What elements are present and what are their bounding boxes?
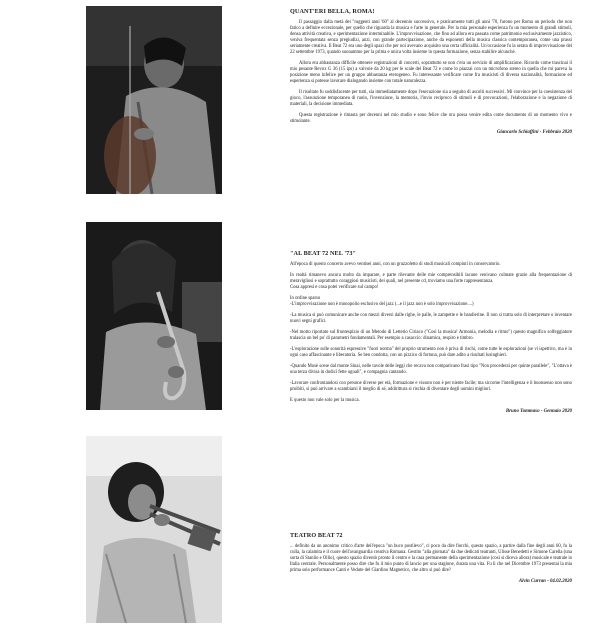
- paragraph: -Nel motto riportato sul frontespizio di un Metodo di Letterio Ciriaco ("Così la musica! Armonia, melodia e ritmo") questo magnifico solfeggiatore tralascia un bel po' di parametri fondamentali. Per esempio a casaccio: dinamica, respiro e timbro.: [290, 330, 572, 341]
- photo-double-bass-player: [86, 6, 222, 194]
- paragraph: -La musica si può comunicare anche con mezzi diversi dalle righe, le palle, le zampette e le bandierine. Il non si tratta solo di interpretare o inventare nuovi segni grafici.: [290, 313, 572, 324]
- paragraph: -L'improvvisazione non è monopolio esclusivo del jazz (...e il jazz non è solo improvvisazione....): [290, 302, 474, 307]
- paragraph: Cosa appresi e cosa potei verificare sul campo!: [290, 285, 379, 290]
- paragraph: ... definito da un anonimo critico d'arte dell'epoca "un buco postilevo", ci poco da dire fiorchi, questo spazio, a partire dalla fine degli anni 60, fu la culla, la calamita e il cuore dell'avanguardia creativa Romana. Gestito "alla giornata" da due dedicati teatranti, Ulisse Benedetti e Simone Carella (una sorta di Stanlio e Ollio), questo spazio diventò pronto il centro e la casa permanente della sperimentazione (così si diceva allora) musicale e teatrale in Italia centrale. Personalmente posso dire che fu il mio punto di lancio per una stagione, durata una vita. Fu lì che nel Dicembre 1973 presentai la mia prima solo performance Canti e Vedute del Giardino Magnetico, che altro si può dire?: [290, 544, 572, 573]
- paragraph: -Quando Mosè scese dal monte Sinai, nelle tavole delle leggi che recava non comparivano frasi tipo "Non procederai per quinte parallele", "L'ottava è una terza divisa in dodici fette uguali", e compagnia cantando.: [290, 364, 572, 375]
- photo-trombone-player: [86, 436, 222, 623]
- paragraph: Allora era abbastanza difficile ottenere registrazioni di concerti, soprattutto se non c'era un servizio di amplificazione. Ricordo come trascinai il mio pesante Revox G 36 (15 ips) a valvole da 20 kg per le scale del Beat 72 e come lo piazzai con un microfono stereo in quella che mi pareva la posizione meno infelice per un gruppo abbastanza eterogeneo. Fu interessante verificare come fra musicisti di diversa nazionalità, formazione ed esperienza si potesse lavorare dialogando insieme con totale naturalezza.: [290, 61, 572, 84]
- section-al-beat-72: [290, 250, 572, 414]
- section-heading: TEATRO BEAT 72: [290, 532, 343, 539]
- section-quant-eri-bella-roma: [290, 8, 572, 135]
- paragraph: E questo non vale solo per la musica.: [290, 398, 360, 403]
- paragraph: In realtà rimanevo ancora molto da imparare, e parte rilevante delle mie comprensibili lacune venivano colmate grazie alla frequentazione di meravigliosi e soprattutto coraggiosi musicisti, dei quali, nel presente cd, troviamo una forte rappresentanza.: [290, 273, 572, 284]
- photo-saxophone-player: [86, 222, 222, 410]
- paragraph: In ordine sparso: [290, 296, 321, 301]
- section-heading: "AL BEAT 72 NEL '73": [290, 250, 357, 257]
- signature: Giancarlo Schiaffini - Febbraio 2020: [496, 130, 572, 135]
- signature: Alvin Curran - 04.02.2020: [518, 579, 572, 584]
- paragraph: -Lavorare confrontandosi con persone diverse per età, formazione e vissuto non è per niente facile; ma siccome l'intelligenza e il buonsenso non sono proibiti, si può arrivare a scambiarsi il meglio di sé, addirittura si rischia di diventare degli uomini migliori.: [290, 381, 572, 392]
- section-heading: QUANT'ERI BELLA, ROMA!: [290, 8, 375, 15]
- paragraph: Il passaggio dalla metà dei "ruggenti anni '60" al decennio successivo, e praticamente tutti gli anni '70, furono per Roma un periodo che non fatico a definire eccezionale, per quello che riguarda la musica e l'arte in generale. Per la mia personale esperienza fu un momento di grandi stimoli, densa attività creativa, e sperimentazione interminabile. L'improvvisazione, che fino ad allora era passata come patrimonio esclusivamente jazzistico, veniva frequentata senza pregiudizi, anzi, con grande partecipazione, anche da esponenti della musica classica contemporanea, come una prassi seriamente creativa. Il Beat 72 era uno degli spazi che per noi avevano acquisito una certa ufficialità. Un'occasione fu la serata di improvvisazione del 22 settembre 1973, quando suonammo per la prima e unica volta insieme in questa formazione, senza stabilire alcunché.: [290, 20, 572, 55]
- paragraph: All'epoca di questo concerto avevo ventisei anni, con un gruzzoletto di studi musicali compiuti in conservatorio.: [290, 262, 501, 267]
- signature: Bruno Tommaso - Gennaio 2020: [505, 409, 572, 414]
- paragraph: -L'esplorazione sulle sonorità espressive "fuori norma" del proprio strumento non è priva di rischi, come tutte le esplorazioni (se vi ispettivo, ma è in ogni caso affascinante e liberatoria. Se ben condotta, con un pizzico di fortuna, può dare adito a risultati lusinghieri.: [290, 347, 572, 358]
- paragraph: Il risultato fu soddisfacente per tutti, sia immediatamente dopo l'esecuzione sia a seguito di ascolti successivi. Mi convince per la coesistenza del gioco, l'assunzione temporanea di ruolo, l'invenzione, la memoria, l'invio reciproco di stimoli e di provocazioni, l'elaborazione e la negazione di materiali, la decisione immediata.: [290, 90, 572, 107]
- paragraph: Questa registrazione è rimasta per decenni nel mio studio e sono felice che ora possa venire edita come documento di un momento vivo e stimolante.: [290, 113, 572, 124]
- section-teatro-beat-72: [290, 532, 572, 584]
